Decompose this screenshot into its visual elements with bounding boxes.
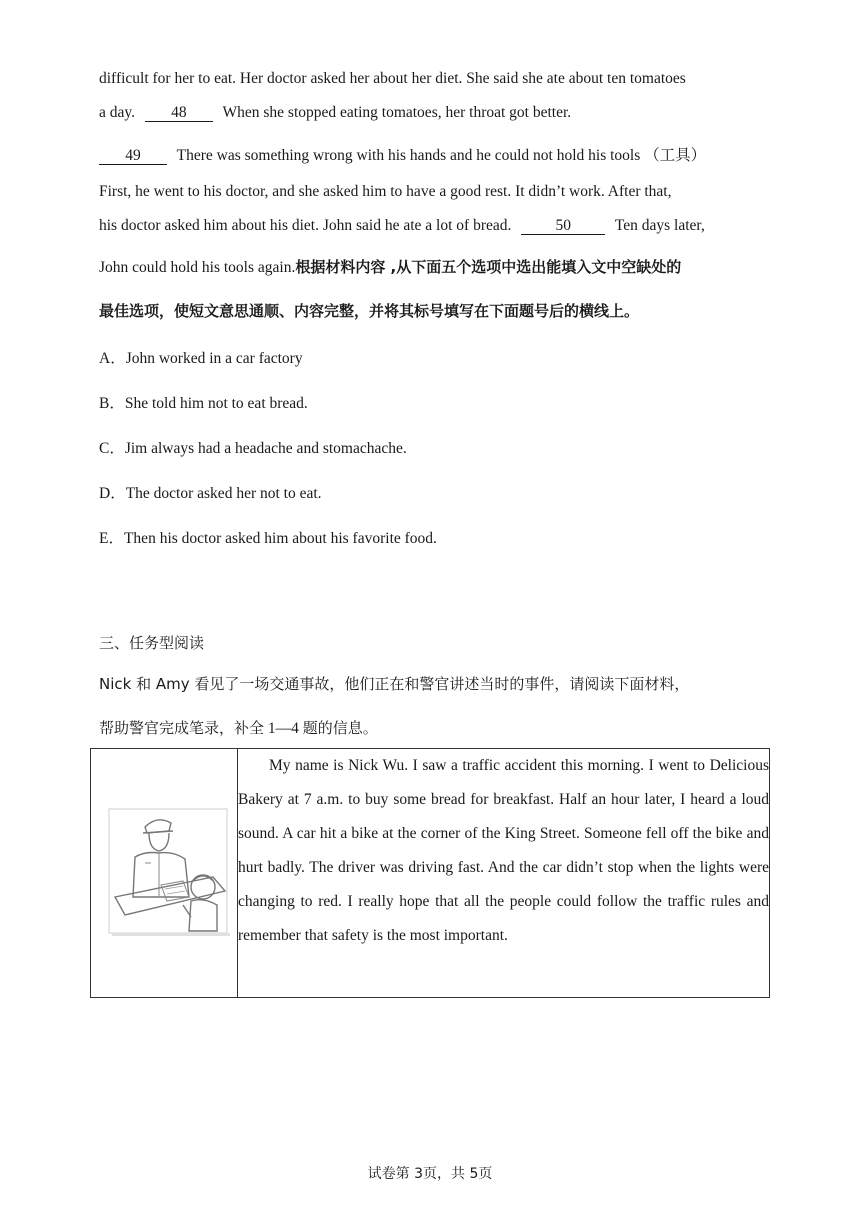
nick-wu-statement: My name is Nick Wu. I saw a traffic accident this morning. I went to Delicious Bakery at 7 a.m. to buy some bread for breakfast. Half an hour later, I heard a loud sound. A car hit a bike at the corner of the King Street. Someone fell off the bike and hurt badly. The driver was driving fast. And the car didn’t stop when the lights were changing to red. I really hope that all the people could follow the traffic rules and remember that safety is the most important.: [238, 757, 769, 944]
section-intro-line-1: Nick 和 Amy 看见了一场交通事故，他们正在和警官讲述当时的事件，请阅读下面材料，: [99, 675, 690, 693]
passage-text-cjk: （工具）: [644, 146, 707, 164]
passage-text: Ten days later,: [614, 217, 705, 234]
intro-text: 帮助警官完成笔录，补全: [99, 719, 265, 737]
instruction-line-2: 最佳选项，使短文意思通顺、内容完整，并将其标号填写在下面题号后的横线上。: [99, 302, 640, 320]
passage-text: his doctor asked him about his diet. John said he ate a lot of bread.: [99, 217, 512, 234]
passage-text: There was something wrong with his hands and he could not hold his tools: [176, 147, 641, 164]
option-label: D．: [99, 485, 126, 502]
passage-line-2: [99, 104, 571, 122]
option-text: She told him not to eat bread.: [124, 395, 308, 412]
passage-text: John could hold his tools again.: [99, 259, 296, 276]
option-label: C．: [99, 440, 125, 457]
blank-48: 48: [145, 105, 213, 122]
page-footer: 试卷第 3页，共 5页: [367, 1166, 493, 1182]
section-heading: 三、任务型阅读: [99, 634, 205, 652]
option-c: [99, 436, 407, 458]
passage-line-3: [99, 143, 706, 165]
passage-line-6: [99, 256, 681, 277]
passage-line-5: [99, 217, 705, 235]
option-text: Jim always had a headache and stomachache.: [124, 440, 407, 457]
passage-line-1: difficult for her to eat. Her doctor asked her about her diet. She said she ate about ten tomatoes: [99, 70, 686, 87]
option-label: E．: [99, 530, 124, 547]
instruction-text: 根据材料内容 ,从下面五个选项中选出能填入文中空缺处的: [295, 258, 682, 276]
passage-cell: [238, 749, 770, 998]
option-text: Then his doctor asked him about his favorite food.: [123, 530, 437, 547]
task-reading-table: [90, 748, 770, 998]
option-a: [99, 346, 303, 368]
option-d: [99, 481, 322, 503]
intro-question-range: 1—4: [267, 720, 299, 737]
intro-text: 题的信息。: [302, 719, 378, 737]
option-label: B．: [99, 395, 125, 412]
blank-49: 49: [99, 148, 167, 165]
image-cell: [91, 749, 238, 998]
option-text: The doctor asked her not to eat.: [125, 485, 322, 502]
police-officer-illustration-icon: [105, 805, 231, 937]
option-label: A．: [99, 350, 126, 367]
option-e: [99, 526, 437, 548]
passage-text: a day.: [99, 104, 136, 121]
passage-line-4: First, he went to his doctor, and she asked him to have a good rest. It didn’t work. After that,: [99, 183, 672, 200]
section-intro-line-2: [99, 717, 378, 738]
option-b: [99, 391, 308, 413]
blank-50: 50: [521, 218, 605, 235]
option-text: John worked in a car factory: [125, 350, 303, 367]
passage-text: When she stopped eating tomatoes, her throat got better.: [222, 104, 572, 121]
